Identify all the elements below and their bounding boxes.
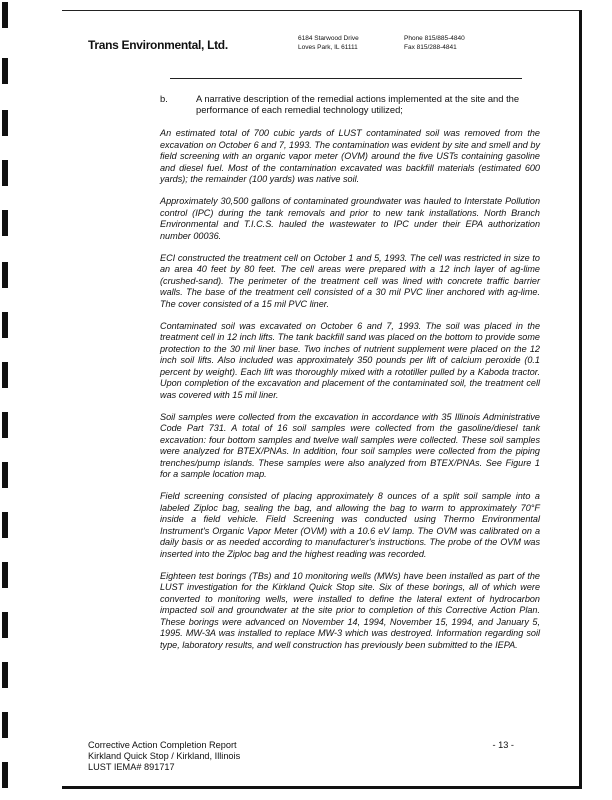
- paragraph-soil-excavation: Contaminated soil was excavated on October 6 and 7, 1993. The soil was placed in the treatment cell in 12 inch lifts. The tank backfill sand was placed on the bottom to provide some protection to the 30 mil liner base. Two inches of nutrient supplement were placed on the 12 inch soil lifts. Also included was approximately 350 pounds per lift of calcium peroxide (0.1 percent by weight). Each lift was thoroughly mixed with a rototiller pulled by a Kaboda tractor. Upon completion of the excavation and placement of the contaminated soil, the treatment cell was covered with 15 mil liner.: [160, 320, 540, 400]
- body-text: [160, 128, 540, 662]
- company-name: Trans Environmental, Ltd.: [88, 38, 228, 52]
- paragraph-treatment-cell: ECI constructed the treatment cell on October 1 and 5, 1993. The cell was restricted in size to an area 40 feet by 80 feet. The cell areas were prepared with a 12 inch layer of ag-lime (crushed-sand). The perimeter of the treatment cell was lined with concrete traffic barrier walls. The base of the treatment cell consisted of a 30 mil PVC liner anchored with ag-lime. The cover consisted of a 15 mil PVC liner.: [160, 252, 540, 309]
- company-address: [298, 34, 359, 52]
- paragraph-soil-samples: Soil samples were collected from the excavation in accordance with 35 Illinois Administrative Code Part 731. A total of 16 soil samples were collected from the gasoline/diesel tank excavation: four bottom samples and twelve wall samples were collected. These soil samples were analyzed for BTEX/PNAs. In addition, four soil samples were collected from the piping trenches/pump islands. These samples were also analyzed from BTEX/PNAs. See Figure 1 for a sample location map.: [160, 411, 540, 479]
- paragraph-field-screening: Field screening consisted of placing approximately 8 ounces of a split soil sample into a labeled Ziploc bag, sealing the bag, and allowing the bag to warm to approximately 70°F inside a field vehicle. Field Screening was conducted using Thermo Environmental Instrument's Organic Vapor Meter (OVM) with a 10.6 eV lamp. The OVM was calibrated on a daily basis or as needed according to manufacturer's instructions. The probe of the OVM was inserted into the Ziploc bag and the highest reading was recorded.: [160, 491, 540, 559]
- footer-site: Kirkland Quick Stop / Kirkland, Illinois: [88, 751, 241, 761]
- footer-lust-id: LUST IEMA# 891717: [88, 762, 175, 772]
- paragraph-soil-removal: An estimated total of 700 cubic yards of LUST contaminated soil was removed from the excavation on October 6 and 7, 1993. The contamination was evident by site and smell and by field screening with an organic vapor meter (OVM) around the five USTs containing gasoline and diesel fuel. Most of the contamination excavated was backfill materials (estimated 600 yards); the remainder (100 yards) was native soil.: [160, 128, 540, 184]
- paragraph-groundwater: Approximately 30,500 gallons of contaminated groundwater was hauled to Interstate Pollution control (IPC) during the tank removals and prior to new tank installations. North Branch Environmental and T.I.C.S. hauled the wastewater to IPC under their EPA authorization number 00036.: [160, 196, 540, 241]
- scan-edge-marks: [2, 0, 12, 800]
- phone-line: Phone 815/885-4840: [404, 35, 465, 42]
- paragraph-borings: Eighteen test borings (TBs) and 10 monitoring wells (MWs) have been installed as part of the LUST investigation for the Kirkland Quick Stop site. Six of these borings, all of which were converted to monitoring wells, were installed to define the lateral extent of hydrocarbon impacted soil and groundwater at the site prior to completion of this Corrective Action Plan. These borings were advanced on November 14, 1994, November 15, 1994, and January 5, 1995. MW-3A was installed to replace MW-3 which was destroyed. Information regarding soil type, laboratory results, and well construction has previously been submitted to the IEPA.: [160, 570, 540, 650]
- company-contact: [404, 34, 465, 52]
- section-title: A narrative description of the remedial actions implemented at the site and the performance of each remedial technology utilized;: [196, 93, 520, 115]
- address-line-2: Loves Park, IL 61111: [298, 44, 358, 51]
- fax-line: Fax 815/288-4841: [404, 44, 457, 51]
- footer-report-title: Corrective Action Completion Report: [88, 740, 237, 750]
- address-line-1: 6184 Starwood Drive: [298, 35, 359, 42]
- section-heading: [160, 93, 540, 115]
- page-number: - 13 -: [492, 740, 514, 750]
- page-footer: [88, 740, 528, 773]
- header-divider: [170, 78, 522, 79]
- section-label: b.: [160, 93, 168, 104]
